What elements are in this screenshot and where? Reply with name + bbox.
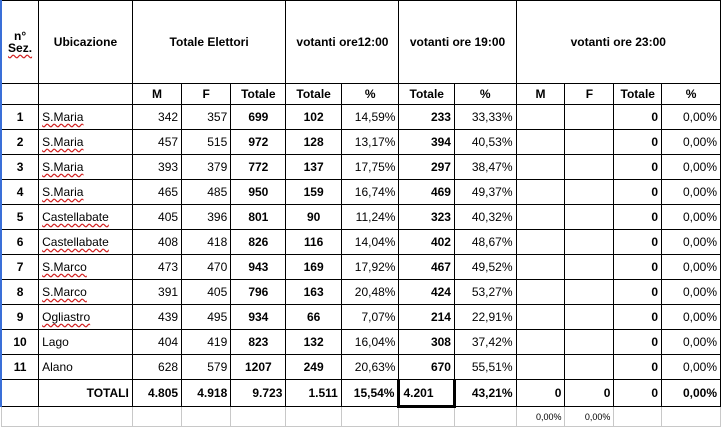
cell-f-23[interactable]: [565, 355, 614, 380]
totals-m[interactable]: 4.805: [132, 380, 181, 407]
subheader-f[interactable]: F: [182, 84, 231, 105]
cell-elettori-m[interactable]: 628: [132, 355, 181, 380]
cell-pct-19[interactable]: 40,53%: [454, 130, 516, 155]
cell-elettori-totale[interactable]: 823: [231, 330, 286, 355]
cell-votanti-23[interactable]: 0: [614, 205, 662, 230]
cell-pct-19[interactable]: 49,52%: [454, 255, 516, 280]
cell-pct-23[interactable]: 0,00%: [662, 230, 721, 255]
subheader-pct-19[interactable]: %: [454, 84, 516, 105]
subheader-pct-12[interactable]: %: [341, 84, 399, 105]
header-votanti-12[interactable]: votanti ore12:00: [286, 1, 399, 84]
cell-votanti-19[interactable]: 402: [399, 230, 455, 255]
totals-label[interactable]: TOTALI: [39, 380, 133, 407]
cell-votanti-19[interactable]: 670: [399, 355, 455, 380]
cell-elettori-m[interactable]: 457: [132, 130, 181, 155]
subheader-pct-23[interactable]: %: [662, 84, 721, 105]
cell-m-23[interactable]: [516, 355, 565, 380]
cell-votanti-23[interactable]: 0: [614, 355, 662, 380]
cell-pct-12[interactable]: 17,92%: [341, 255, 399, 280]
cell-pct-19[interactable]: 38,47%: [454, 155, 516, 180]
cell-m-23[interactable]: [516, 230, 565, 255]
header-votanti-23[interactable]: votanti ore 23:00: [516, 1, 720, 84]
cell-votanti-19[interactable]: 323: [399, 205, 455, 230]
totals-elettori[interactable]: 9.723: [231, 380, 286, 407]
cell-votanti-19[interactable]: 394: [399, 130, 455, 155]
empty-cell[interactable]: [286, 407, 341, 427]
cell-elettori-totale[interactable]: 699: [231, 105, 286, 130]
cell-elettori-m[interactable]: 408: [132, 230, 181, 255]
totals-f[interactable]: 4.918: [182, 380, 231, 407]
ubicazione-text: Ogliastro: [42, 310, 91, 324]
subheader-row: [1, 84, 721, 105]
ubicazione-text: S.Maria: [42, 160, 84, 174]
subheader-totale-19[interactable]: Totale: [399, 84, 455, 105]
cell-votanti-23[interactable]: 0: [614, 330, 662, 355]
cell-votanti-12[interactable]: 102: [286, 105, 341, 130]
cell-f-23[interactable]: [565, 280, 614, 305]
subheader-totale[interactable]: Totale: [231, 84, 286, 105]
cell-votanti-12[interactable]: 249: [286, 355, 341, 380]
cell-elettori-f[interactable]: 485: [182, 180, 231, 205]
cell-f-23[interactable]: [565, 130, 614, 155]
cell-m-23[interactable]: [516, 255, 565, 280]
cell-votanti-23[interactable]: 0: [614, 155, 662, 180]
table-row: [1, 330, 721, 355]
cell-pct-23[interactable]: 0,00%: [662, 130, 721, 155]
table-row: [1, 105, 721, 130]
cell-votanti-12[interactable]: 169: [286, 255, 341, 280]
empty-cell[interactable]: [39, 407, 133, 427]
cell-votanti-19[interactable]: 214: [399, 305, 455, 330]
ubicazione-text: Alano: [42, 360, 73, 374]
subheader-f-23[interactable]: F: [565, 84, 614, 105]
cell-elettori-totale[interactable]: 801: [231, 205, 286, 230]
cell-votanti-12[interactable]: 116: [286, 230, 341, 255]
totals-blank[interactable]: [1, 380, 39, 407]
cell-elettori-m[interactable]: 465: [132, 180, 181, 205]
cell-pct-12[interactable]: 14,04%: [341, 230, 399, 255]
cell-f-23[interactable]: [565, 305, 614, 330]
cell-votanti-12[interactable]: 128: [286, 130, 341, 155]
table-row: [1, 130, 721, 155]
cell-pct-12[interactable]: 13,17%: [341, 130, 399, 155]
subheader-m-23[interactable]: M: [516, 84, 565, 105]
cell-votanti-23[interactable]: 0: [614, 280, 662, 305]
cell-votanti-19[interactable]: 467: [399, 255, 455, 280]
cell-pct-23[interactable]: 0,00%: [662, 180, 721, 205]
cell-pct-19[interactable]: 53,27%: [454, 280, 516, 305]
header-ubicazione[interactable]: Ubicazione: [39, 1, 133, 84]
cell-ubicazione[interactable]: [39, 330, 133, 355]
cell-pct-12[interactable]: 7,07%: [341, 305, 399, 330]
empty-cell[interactable]: [399, 407, 455, 427]
cell-elettori-f[interactable]: 396: [182, 205, 231, 230]
cell-votanti-19[interactable]: 424: [399, 280, 455, 305]
cell-f-23[interactable]: [565, 255, 614, 280]
cell-elettori-f[interactable]: 470: [182, 255, 231, 280]
table-row: [1, 280, 721, 305]
cell-pct-12[interactable]: 16,04%: [341, 330, 399, 355]
cell-elettori-totale[interactable]: 772: [231, 155, 286, 180]
cell-pct-23[interactable]: 0,00%: [662, 105, 721, 130]
totals-pct-12[interactable]: 15,54%: [341, 380, 399, 407]
cell-votanti-12[interactable]: 90: [286, 205, 341, 230]
cell-elettori-m[interactable]: 342: [132, 105, 181, 130]
cell-sezione[interactable]: 4: [1, 180, 39, 205]
empty-cell[interactable]: [231, 407, 286, 427]
cell-f-23[interactable]: [565, 330, 614, 355]
cell-elettori-f[interactable]: 419: [182, 330, 231, 355]
cell-elettori-m[interactable]: 393: [132, 155, 181, 180]
empty-cell[interactable]: [614, 407, 662, 427]
cell-ubicazione[interactable]: [39, 280, 133, 305]
table-row: [1, 255, 721, 280]
cell-m-23[interactable]: [516, 130, 565, 155]
cell-votanti-19[interactable]: 297: [399, 155, 455, 180]
cell-m-23[interactable]: [516, 180, 565, 205]
cell-m-23[interactable]: [516, 305, 565, 330]
cell-votanti-19[interactable]: 233: [399, 105, 455, 130]
footer-row: [1, 407, 721, 427]
table-row: [1, 155, 721, 180]
cell-m-23[interactable]: [516, 105, 565, 130]
cell-votanti-12[interactable]: 137: [286, 155, 341, 180]
cell-pct-23[interactable]: 0,00%: [662, 155, 721, 180]
cell-pct-23[interactable]: 0,00%: [662, 330, 721, 355]
cell-pct-12[interactable]: 20,48%: [341, 280, 399, 305]
totals-pct-23[interactable]: 0,00%: [662, 380, 721, 407]
cell-sezione[interactable]: 6: [1, 230, 39, 255]
cell-pct-23[interactable]: 0,00%: [662, 355, 721, 380]
totals-pct-19[interactable]: 43,21%: [454, 380, 516, 407]
cell-elettori-f[interactable]: 495: [182, 305, 231, 330]
header-votanti-19[interactable]: votanti ore 19:00: [399, 1, 516, 84]
ubicazione-text: Castellabate: [42, 210, 109, 224]
cell-elettori-f[interactable]: 379: [182, 155, 231, 180]
cell-sezione[interactable]: 1: [1, 105, 39, 130]
cell-m-23[interactable]: [516, 205, 565, 230]
cell-pct-19[interactable]: 48,67%: [454, 230, 516, 255]
totals-votanti-23[interactable]: 0: [614, 380, 662, 407]
ubicazione-text: S.Marco: [42, 260, 87, 274]
cell-m-23[interactable]: [516, 155, 565, 180]
cell-pct-19[interactable]: 37,42%: [454, 330, 516, 355]
cell-sezione[interactable]: 9: [1, 305, 39, 330]
cell-elettori-totale[interactable]: 972: [231, 130, 286, 155]
cell-votanti-23[interactable]: 0: [614, 305, 662, 330]
cell-elettori-totale[interactable]: 796: [231, 280, 286, 305]
header-row: [1, 1, 721, 84]
cell-elettori-totale[interactable]: 826: [231, 230, 286, 255]
cell-pct-19[interactable]: 49,37%: [454, 180, 516, 205]
cell-ubicazione[interactable]: [39, 130, 133, 155]
cell-elettori-m[interactable]: 439: [132, 305, 181, 330]
cell-elettori-m[interactable]: 405: [132, 205, 181, 230]
cell-votanti-12[interactable]: 132: [286, 330, 341, 355]
cell-pct-12[interactable]: 16,74%: [341, 180, 399, 205]
cell-f-23[interactable]: [565, 155, 614, 180]
cell-m-23[interactable]: [516, 330, 565, 355]
empty-cell[interactable]: [454, 407, 516, 427]
cell-sezione[interactable]: 11: [1, 355, 39, 380]
footer-pct-m[interactable]: 0,00%: [516, 407, 565, 427]
cell-elettori-totale[interactable]: 1207: [231, 355, 286, 380]
footer-pct-f[interactable]: 0,00%: [565, 407, 614, 427]
cell-elettori-m[interactable]: 391: [132, 280, 181, 305]
cell-votanti-23[interactable]: 0: [614, 180, 662, 205]
cell-pct-19[interactable]: 55,51%: [454, 355, 516, 380]
totals-votanti-12[interactable]: 1.511: [286, 380, 341, 407]
subheader-blank[interactable]: [1, 84, 39, 105]
cell-f-23[interactable]: [565, 105, 614, 130]
ubicazione-text: Lago: [42, 335, 69, 349]
subheader-totale-23[interactable]: Totale: [614, 84, 662, 105]
cell-votanti-12[interactable]: 163: [286, 280, 341, 305]
empty-cell[interactable]: [132, 407, 181, 427]
cell-pct-23[interactable]: 0,00%: [662, 255, 721, 280]
cell-f-23[interactable]: [565, 230, 614, 255]
cell-elettori-f[interactable]: 357: [182, 105, 231, 130]
cell-ubicazione[interactable]: [39, 355, 133, 380]
cell-ubicazione[interactable]: [39, 305, 133, 330]
table-row: [1, 205, 721, 230]
cell-pct-23[interactable]: 0,00%: [662, 280, 721, 305]
cell-pct-12[interactable]: 14,59%: [341, 105, 399, 130]
empty-cell[interactable]: [662, 407, 721, 427]
cell-votanti-23[interactable]: 0: [614, 105, 662, 130]
data-rows: [1, 105, 721, 380]
cell-elettori-f[interactable]: 515: [182, 130, 231, 155]
cell-ubicazione[interactable]: [39, 180, 133, 205]
cell-votanti-12[interactable]: 66: [286, 305, 341, 330]
cell-f-23[interactable]: [565, 180, 614, 205]
header-totale-elettori[interactable]: Totale Elettori: [132, 1, 286, 84]
cell-pct-12[interactable]: 20,63%: [341, 355, 399, 380]
subheader-m[interactable]: M: [132, 84, 181, 105]
cell-ubicazione[interactable]: [39, 155, 133, 180]
table-row: [1, 230, 721, 255]
ubicazione-text: S.Marco: [42, 285, 87, 299]
cell-ubicazione[interactable]: [39, 255, 133, 280]
table-row: [1, 180, 721, 205]
cell-pct-19[interactable]: 33,33%: [454, 105, 516, 130]
header-sez[interactable]: n° Sez.: [1, 1, 39, 84]
cell-sezione[interactable]: 3: [1, 155, 39, 180]
totals-m-23[interactable]: 0: [516, 380, 565, 407]
totals-row: [1, 380, 721, 407]
cell-votanti-23[interactable]: 0: [614, 230, 662, 255]
cell-ubicazione[interactable]: [39, 105, 133, 130]
cell-pct-19[interactable]: 40,32%: [454, 205, 516, 230]
empty-cell[interactable]: [1, 407, 39, 427]
cell-m-23[interactable]: [516, 280, 565, 305]
cell-f-23[interactable]: [565, 205, 614, 230]
cell-pct-12[interactable]: 17,75%: [341, 155, 399, 180]
cell-pct-23[interactable]: 0,00%: [662, 205, 721, 230]
totals-votanti-19[interactable]: 4.201: [399, 380, 455, 407]
cell-elettori-totale[interactable]: 950: [231, 180, 286, 205]
cell-votanti-19[interactable]: 308: [399, 330, 455, 355]
cell-votanti-12[interactable]: 159: [286, 180, 341, 205]
cell-elettori-f[interactable]: 405: [182, 280, 231, 305]
totals-f-23[interactable]: 0: [565, 380, 614, 407]
cell-pct-12[interactable]: 11,24%: [341, 205, 399, 230]
table-row: [1, 305, 721, 330]
cell-elettori-totale[interactable]: 934: [231, 305, 286, 330]
cell-votanti-23[interactable]: 0: [614, 130, 662, 155]
cell-elettori-m[interactable]: 404: [132, 330, 181, 355]
cell-elettori-totale[interactable]: 943: [231, 255, 286, 280]
cell-votanti-23[interactable]: 0: [614, 255, 662, 280]
subheader-totale-12[interactable]: Totale: [286, 84, 341, 105]
ubicazione-text: S.Maria: [42, 135, 84, 149]
empty-cell[interactable]: [182, 407, 231, 427]
cell-elettori-f[interactable]: 418: [182, 230, 231, 255]
cell-sezione[interactable]: 7: [1, 255, 39, 280]
ubicazione-text: S.Maria: [42, 185, 84, 199]
cell-pct-23[interactable]: 0,00%: [662, 305, 721, 330]
subheader-blank[interactable]: [39, 84, 133, 105]
empty-cell[interactable]: [341, 407, 399, 427]
table-row: [1, 355, 721, 380]
ubicazione-text: Castellabate: [42, 235, 109, 249]
cell-sezione[interactable]: 10: [1, 330, 39, 355]
cell-pct-19[interactable]: 22,91%: [454, 305, 516, 330]
cell-sezione[interactable]: 2: [1, 130, 39, 155]
cell-elettori-m[interactable]: 473: [132, 255, 181, 280]
cell-ubicazione[interactable]: [39, 230, 133, 255]
cell-sezione[interactable]: 8: [1, 280, 39, 305]
ubicazione-text: S.Maria: [42, 110, 84, 124]
cell-votanti-19[interactable]: 469: [399, 180, 455, 205]
cell-ubicazione[interactable]: [39, 205, 133, 230]
cell-sezione[interactable]: 5: [1, 205, 39, 230]
cell-elettori-f[interactable]: 579: [182, 355, 231, 380]
